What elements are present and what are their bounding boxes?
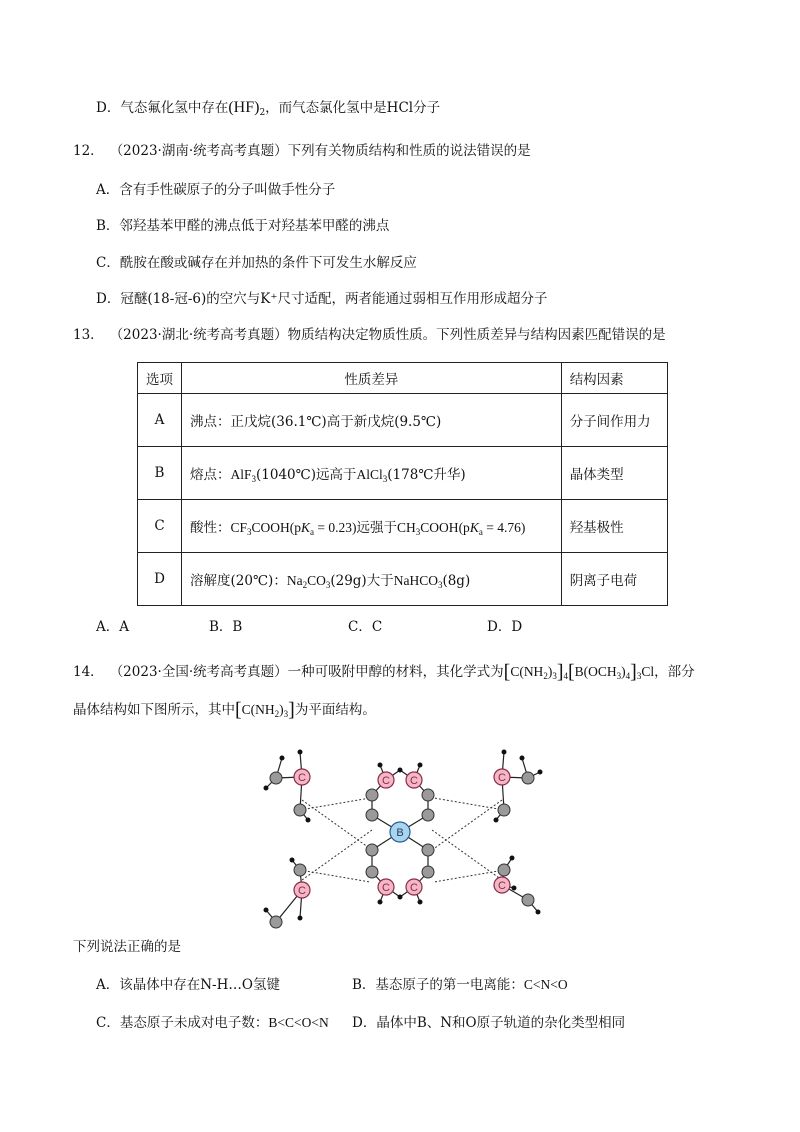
atom [422, 844, 434, 856]
q14-option-d: D．晶体中B、N和O原子轨道的杂化类型相同 [352, 1015, 626, 1031]
atom [366, 866, 378, 878]
q12-option-a: A．含有手性碳原子的分子叫做手性分子 [96, 182, 336, 198]
q12-option-d: D．冠醚(18-冠-6)的空穴与K⁺尺寸适配，两者能通过弱相互作用形成超分子 [96, 291, 548, 307]
carbon-label: C [382, 882, 390, 894]
carbon-label: C [498, 772, 506, 784]
carbon-label: C [298, 885, 306, 897]
question-14-stem: 14． （2023·全国·统考高考真题）一种可吸附甲醇的材料，其化学式为$[C(NH_2)_3]_4[B(OCH_3)_4]_3Cl$，部分 [73, 661, 695, 683]
carbon-label: C [498, 880, 506, 892]
question-13-stem: 13． （2023·湖北·统考高考真题）物质结构决定物质性质。下列性质差异与结构因素匹配错误的是 [73, 327, 666, 343]
row-option: D [138, 553, 182, 606]
table-header-row [138, 363, 668, 394]
row-factor: 阴离子电荷 [561, 553, 667, 606]
crystal-structure-diagram [252, 740, 552, 940]
q14-option-a: A．该晶体中存在N-H…O氢键 [96, 977, 280, 993]
question-12-stem: 12． （2023·湖南·统考高考真题）下列有关物质结构和性质的说法错误的是 [73, 143, 531, 159]
q13-choice-b: B．B [209, 619, 243, 635]
header-option: 选项 [138, 363, 182, 394]
q14-prompt: 下列说法正确的是 [73, 939, 181, 955]
row-factor: 分子间作用力 [561, 394, 667, 447]
atom [270, 916, 282, 928]
atom [422, 866, 434, 878]
row-property: 酸性：$CF_3COOH(pK_a = 0.23)$远强于$CH_3COOH(pK_a = 4.76)$ [182, 500, 562, 553]
atom [522, 772, 534, 784]
table-row [138, 500, 668, 553]
atom [422, 789, 434, 801]
header-factor: 结构因素 [561, 363, 667, 394]
row-option: C [138, 500, 182, 553]
atoms [264, 750, 543, 929]
formula: $[C(NH_2)_3]_4[B(OCH_3)_4]_3Cl$ [503, 661, 655, 683]
table-row [138, 553, 668, 606]
atom [294, 804, 306, 816]
carbon-label: C [410, 882, 418, 894]
q13-choice-a: A．A [96, 619, 129, 635]
prev-option-d: D．气态氟化氢中存在$(HF)_2$，而气态氯化氢中是HCl分子 [96, 99, 441, 118]
carbon-label: C [410, 775, 418, 787]
atom [498, 864, 510, 876]
atom [366, 809, 378, 821]
q14-option-c: C．基态原子未成对电子数：B<C<O<N [96, 1015, 329, 1031]
question-14-stem-line2: 晶体结构如下图所示，其中$[C(NH_2)_3]$为平面结构。 [73, 699, 376, 721]
property-table [137, 362, 668, 606]
row-factor: 晶体类型 [561, 447, 667, 500]
atom [294, 864, 306, 876]
q13-choices [96, 617, 522, 637]
atom [422, 809, 434, 821]
row-factor: 羟基极性 [561, 500, 667, 553]
atom [270, 772, 282, 784]
row-property: 溶解度(20℃)：$Na_2CO_3(29g)$大于NaHCO$_3$(8g) [182, 553, 562, 606]
q14-option-b: B．基态原子的第一电离能：C<N<O [352, 977, 568, 993]
q13-choice-c: C．C [348, 619, 383, 635]
atom [366, 844, 378, 856]
row-property: 熔点：AlF$_3$(1040℃)远高于AlCl$_3$(178℃升华) [182, 447, 562, 500]
q12-option-c: C．酰胺在酸或碱存在并加热的条件下可发生水解反应 [96, 255, 417, 271]
carbon-label: C [382, 775, 390, 787]
q13-choice-d: D．D [487, 619, 523, 635]
row-property: 沸点：正戊烷(36.1℃)高于新戊烷(9.5℃) [182, 394, 562, 447]
row-option: A [138, 394, 182, 447]
table-row [138, 447, 668, 500]
boron-label: B [396, 827, 404, 839]
row-option: B [138, 447, 182, 500]
q12-option-b: B．邻羟基苯甲醛的沸点低于对羟基苯甲醛的沸点 [96, 218, 390, 234]
atom [522, 894, 534, 906]
carbon-label: C [298, 772, 306, 784]
atom [498, 804, 510, 816]
header-property: 性质差异 [182, 363, 562, 394]
atom [366, 789, 378, 801]
table-row [138, 394, 668, 447]
